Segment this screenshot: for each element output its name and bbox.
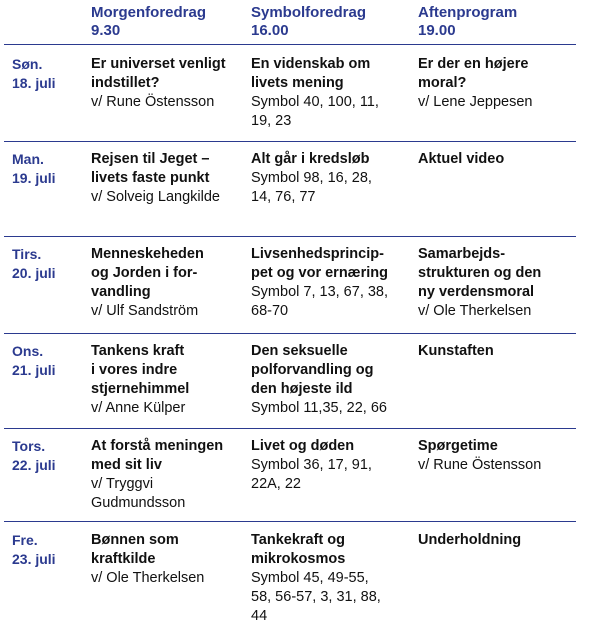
day-date: 19. juli: [12, 170, 56, 186]
morning-speaker: v/ Anne Külper: [91, 400, 186, 416]
evening-title: Er der en højere moral?: [418, 56, 529, 91]
symbol-references: Symbol 36, 17, 91, 22A, 22: [251, 457, 372, 492]
row-divider: [4, 521, 576, 522]
symbol-references: Symbol 98, 16, 28, 14, 76, 77: [251, 170, 372, 205]
day-name: Søn.: [12, 56, 43, 72]
morning-cell: [91, 245, 241, 321]
symbol-references: Symbol 45, 49-55, 58, 56-57, 3, 31, 88, 44: [251, 570, 381, 624]
evening-cell: [418, 245, 578, 321]
morning-cell: [91, 342, 241, 418]
row-divider: [4, 236, 576, 237]
row-divider: [4, 141, 576, 142]
morning-speaker: v/ Rune Östensson: [91, 94, 215, 110]
day-name: Tirs.: [12, 246, 42, 262]
row-day: [12, 150, 56, 188]
day-date: 20. juli: [12, 265, 56, 281]
day-name: Man.: [12, 151, 44, 167]
row-divider: [4, 44, 576, 45]
evening-title: Aktuel video: [418, 151, 505, 167]
evening-cell: [418, 531, 578, 550]
symbol-title: En videnskab om livets mening: [251, 56, 371, 91]
morning-cell: [91, 437, 241, 513]
morning-title: At forstå meningen med sit liv: [91, 438, 224, 473]
morning-title: Bønnen som kraftkilde: [91, 532, 179, 567]
morning-speaker: v/ Tryggvi Gudmundsson: [91, 476, 186, 511]
day-date: 18. juli: [12, 75, 56, 91]
column-header-morning-title: Morgenforedrag: [91, 4, 207, 21]
evening-speaker: v/ Lene Jeppesen: [418, 94, 533, 110]
morning-cell: [91, 531, 241, 588]
day-date: 21. juli: [12, 362, 56, 378]
morning-speaker: v/ Solveig Langkilde: [91, 189, 220, 205]
evening-title: Underholdning: [418, 532, 522, 548]
row-divider: [4, 428, 576, 429]
symbol-cell: [251, 150, 401, 207]
evening-title: Spørgetime: [418, 438, 498, 454]
evening-cell: [418, 150, 578, 169]
column-header-morning-time: 9.30: [91, 22, 121, 39]
schedule-header: [0, 0, 591, 44]
symbol-cell: [251, 55, 401, 131]
symbol-title: Tankekraft og mikrokosmos: [251, 532, 346, 567]
row-day: [12, 245, 56, 283]
symbol-cell: [251, 437, 401, 494]
row-day: [12, 342, 56, 380]
day-name: Tors.: [12, 438, 46, 454]
evening-title: Samarbejds- strukturen og den ny verdensmoral: [418, 246, 542, 300]
evening-speaker: v/ Rune Östensson: [418, 457, 542, 473]
row-day: [12, 437, 56, 475]
column-header-evening-time: 19.00: [418, 22, 456, 39]
symbol-title: Livsenhedsprincip- pet og vor ernæring: [251, 246, 388, 281]
evening-cell: [418, 342, 578, 361]
row-day: [12, 531, 56, 569]
symbol-references: Symbol 40, 100, 11, 19, 23: [251, 94, 379, 129]
morning-speaker: v/ Ole Therkelsen: [91, 570, 205, 586]
morning-title: Er universet venligt indstillet?: [91, 56, 226, 91]
evening-speaker: v/ Ole Therkelsen: [418, 303, 532, 319]
evening-cell: [418, 437, 578, 475]
column-header-morning: [91, 4, 206, 40]
morning-cell: [91, 55, 241, 112]
morning-title: Tankens kraft i vores indre stjernehimmel: [91, 343, 190, 397]
day-date: 23. juli: [12, 551, 56, 567]
day-name: Fre.: [12, 532, 38, 548]
evening-cell: [418, 55, 578, 112]
column-header-evening: [418, 4, 517, 40]
day-date: 22. juli: [12, 457, 56, 473]
column-header-symbol: [251, 4, 366, 40]
day-name: Ons.: [12, 343, 44, 359]
column-header-symbol-title: Symbolforedrag: [251, 4, 367, 21]
symbol-cell: [251, 531, 401, 626]
symbol-references: Symbol 7, 13, 67, 38, 68-70: [251, 284, 389, 319]
evening-title: Kunstaften: [418, 343, 494, 359]
column-header-evening-title: Aftenprogram: [418, 4, 518, 21]
symbol-cell: [251, 342, 401, 418]
morning-cell: [91, 150, 241, 207]
symbol-title: Den seksuelle polforvandling og den højeste ild: [251, 343, 374, 397]
column-header-symbol-time: 16.00: [251, 22, 289, 39]
morning-title: Rejsen til Jeget – livets faste punkt: [91, 151, 210, 186]
symbol-references: Symbol 11,35, 22, 66: [251, 400, 387, 416]
morning-speaker: v/ Ulf Sandström: [91, 303, 199, 319]
symbol-title: Livet og døden: [251, 438, 355, 454]
row-day: [12, 55, 56, 93]
symbol-cell: [251, 245, 401, 321]
row-divider: [4, 333, 576, 334]
morning-title: Menneskeheden og Jorden i for- vandling: [91, 246, 204, 300]
symbol-title: Alt går i kredsløb: [251, 151, 370, 167]
